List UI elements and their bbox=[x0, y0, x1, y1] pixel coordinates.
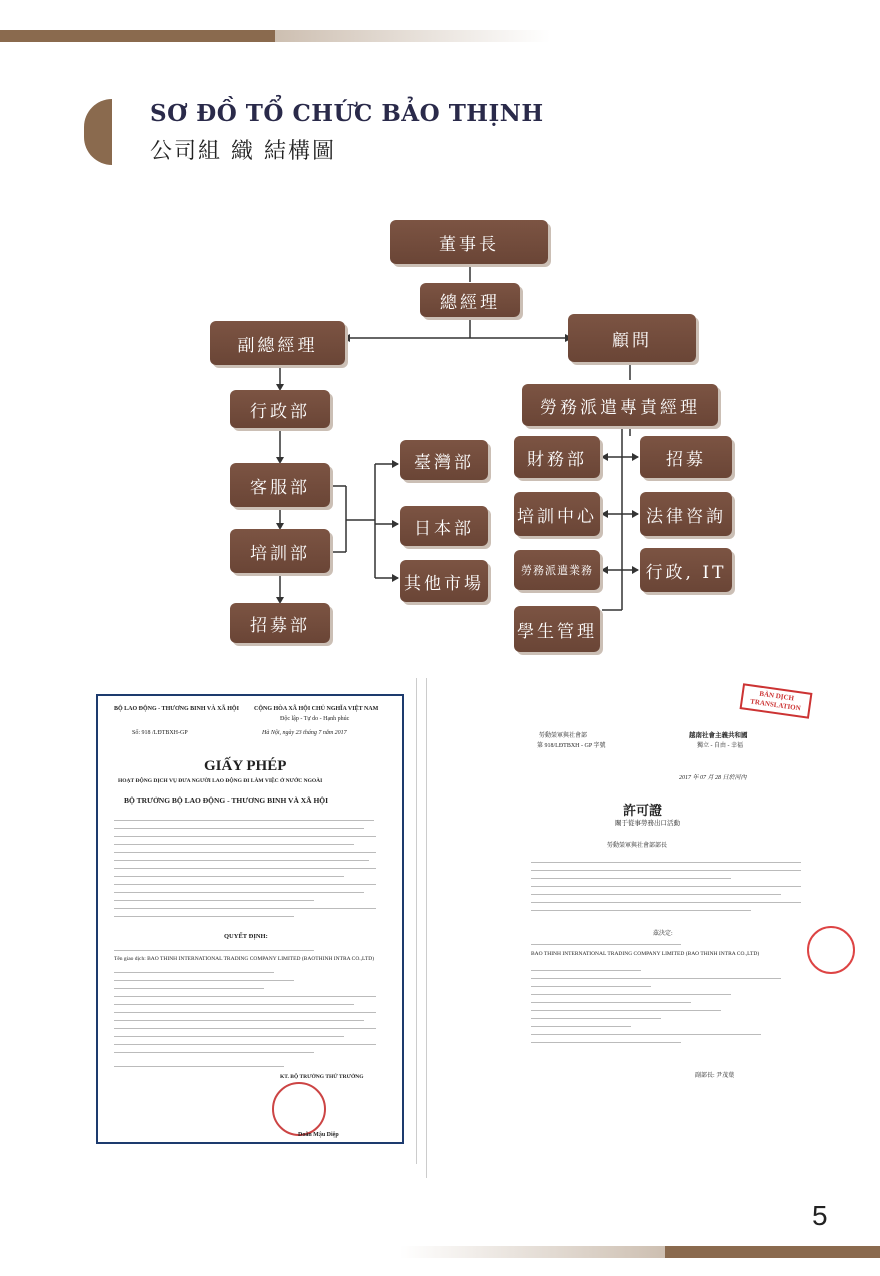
license-signer: Doãn Mậu Diệp bbox=[298, 1132, 339, 1138]
box-admin-dept: 行政部 bbox=[230, 390, 330, 428]
box-japan-dept: 日本部 bbox=[400, 506, 488, 546]
page-subtitle: 公司組 織 結構圖 bbox=[150, 139, 336, 164]
license-ministry: BỘ LAO ĐỘNG - THƯƠNG BINH VÀ XÃ HỘI bbox=[114, 706, 239, 712]
box-admin-it: 行政, IT bbox=[640, 548, 732, 592]
box-student-management: 學生管理 bbox=[514, 606, 600, 652]
tw-date: 2017 年 07 月 28 日於河內 bbox=[679, 775, 747, 781]
box-general-manager: 總經理 bbox=[420, 283, 520, 317]
box-chairman: 董事長 bbox=[390, 220, 548, 264]
tw-decision: 茲決定: bbox=[653, 931, 673, 937]
license-signer-title: KT. BỘ TRƯỞNG THỨ TRƯỞNG bbox=[280, 1074, 364, 1080]
tw-signer: 副部長: 尹茂葉 bbox=[695, 1073, 735, 1079]
box-legal-consulting: 法律咨詢 bbox=[640, 492, 732, 536]
tw-country: 越南社會主義共和國 bbox=[689, 732, 748, 739]
license-vietnamese bbox=[84, 678, 417, 1164]
box-deputy-gm: 副總經理 bbox=[210, 321, 345, 365]
page-title: SƠ ĐỒ TỔ CHỨC BẢO THỊNH bbox=[150, 100, 544, 127]
tw-ministry: 勞動榮軍與社會部 bbox=[539, 733, 588, 739]
tw-title: 許可證 bbox=[623, 803, 663, 818]
tw-motto: 獨立 - 自由 - 幸福 bbox=[697, 743, 743, 749]
page-number: 5 bbox=[812, 1200, 828, 1231]
license-number: Số: 918 /LĐTBXH-GP bbox=[132, 730, 188, 736]
tw-issuer: 勞動榮軍與社會部部長 bbox=[607, 843, 668, 849]
license-subtitle: HOẠT ĐỘNG DỊCH VỤ ĐƯA NGƯỜI LAO ĐỘNG ĐI LÀM VIỆC Ở NƯỚC NGOÀI bbox=[118, 778, 323, 784]
license-republic: CỘNG HÒA XÃ HỘI CHỦ NGHĨA VIỆT NAM bbox=[254, 706, 379, 712]
license-decision: QUYẾT ĐỊNH: bbox=[224, 933, 268, 940]
translation-seal bbox=[807, 926, 855, 974]
box-other-markets: 其他市場 bbox=[400, 560, 488, 602]
tw-company: BAO THINH INTERNATIONAL TRADING COMPANY LIMITED (BAO THINH INTRA CO.,LTD) bbox=[531, 951, 760, 957]
license-translation bbox=[426, 678, 827, 1178]
license-issuer: BỘ TRƯỞNG BỘ LAO ĐỘNG - THƯƠNG BINH VÀ XÃ HỘI bbox=[124, 796, 329, 805]
tw-subtitle: 關于從事勞務出口活動 bbox=[615, 820, 680, 827]
tw-number: 第 918/LĐTBXH - GP 字號 bbox=[537, 743, 606, 749]
box-taiwan-dept: 臺灣部 bbox=[400, 440, 488, 480]
box-recruitment: 招募 bbox=[640, 436, 732, 478]
box-advisor: 顧問 bbox=[568, 314, 696, 362]
box-labor-dispatch-manager: 勞務派遣專責經理 bbox=[522, 384, 718, 426]
box-training-center: 培訓中心 bbox=[514, 492, 600, 536]
box-customer-service: 客服部 bbox=[230, 463, 330, 507]
license-motto: Độc lập - Tự do - Hạnh phúc bbox=[280, 716, 350, 722]
box-training-dept: 培訓部 bbox=[230, 529, 330, 573]
bottom-decor-fade bbox=[400, 1246, 665, 1258]
box-dispatch-business: 勞務派遣業務 bbox=[514, 550, 600, 590]
translation-stamp: BẢN DỊCH TRANSLATION bbox=[740, 683, 813, 718]
bottom-decor-bar bbox=[665, 1246, 880, 1258]
box-finance-dept: 財務部 bbox=[514, 436, 600, 478]
license-company: Tên giao dịch: BAO THINH INTERNATIONAL TRADING COMPANY LIMITED (BAOTHINH INTRA CO.,LTD) bbox=[114, 956, 375, 962]
box-recruit-dept: 招募部 bbox=[230, 603, 330, 643]
official-seal-vn bbox=[272, 1082, 326, 1136]
license-date: Hà Nội, ngày 23 tháng 7 năm 2017 bbox=[262, 730, 347, 736]
license-title: GIẤY PHÉP bbox=[204, 758, 287, 774]
